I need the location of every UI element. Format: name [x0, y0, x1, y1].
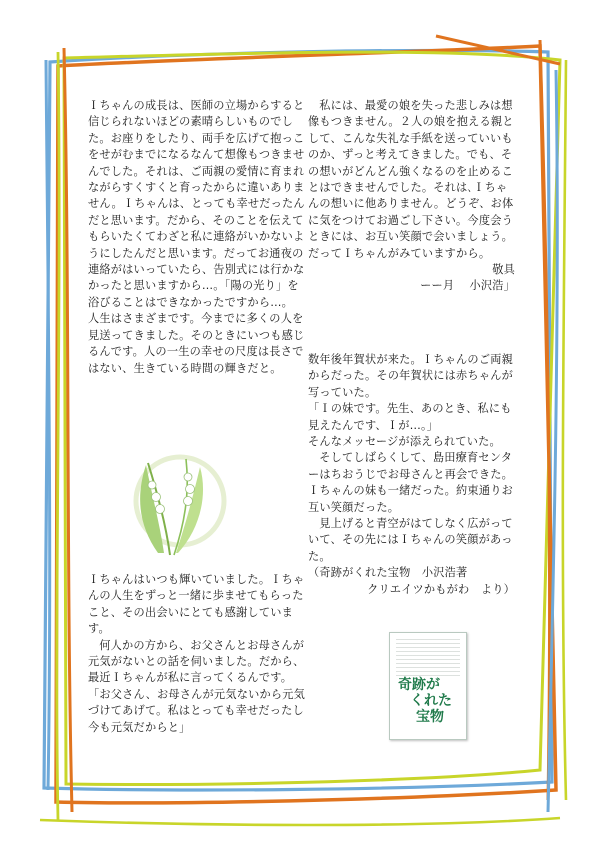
- quote: 「Ｉの妹です。先生、あのとき、私にも見えたんです、Ｉが…。」: [308, 402, 512, 432]
- quote: 「お父さん、お母さんが元気ないから元気づけてあげて。私はとっても幸せだったし今も元気だからと」: [88, 687, 306, 734]
- paragraph: 数年後年賀状が来た。Ｉちゃんのご両親からだった。その年賀状には赤ちゃんが写っていた。: [308, 353, 513, 399]
- right-column-bottom: [308, 352, 515, 598]
- lily-of-the-valley-illustration: [118, 445, 228, 557]
- book-cover-image: [389, 632, 467, 740]
- right-column-top: [308, 98, 515, 295]
- book-cover-text-block: [396, 639, 460, 677]
- paragraph: 何人かの方から、お父さんとお母さんが元気がないとの話を伺いました。だから、最近Ｉちゃんが私に言ってくるんです。: [88, 638, 305, 685]
- book-title: 奇跡が くれた 宝物: [398, 677, 452, 725]
- source-citation: クリエイツかもがわ より）: [367, 582, 515, 596]
- left-column-bottom: [88, 572, 306, 736]
- closing: 敬具: [492, 263, 515, 277]
- paragraph: 見上げると青空がはてしなく広がっていて、その先にはＩちゃんの笑顔があった。: [308, 517, 513, 563]
- signature: ーー月 小沢浩」: [420, 279, 515, 293]
- paragraph: そんなメッセージが添えられていた。: [308, 435, 501, 449]
- paragraph: Ｉちゃんの成長は、医師の立場からすると信じられないほどの素晴らしいものでした。お座りをしたり、両手を広げて抱っこをせがむまでになるなんて想像もつきませんでした。それは、ご両親の愛情に育まれながらすくすくと育ったからに違いありません。Ｉちゃんは、とっても幸せだったんだと思います。だから、そのことを伝えてもらいたくてわざと私に連絡がいかないようにしたんだと思います。だってお通夜の連絡がはいっていたら、告別式には行かなかったと思いますから…。「陽の光り」を浴びることはできなかったですから…。: [88, 99, 305, 309]
- source-citation: （奇跡がくれた宝物 小沢浩著: [308, 566, 468, 580]
- left-column-top: [88, 98, 306, 377]
- paragraph: Ｉちゃんはいつも輝いていました。Ｉちゃんの人生をずっと一緒に歩ませてもらったこと、その出会いにとても感謝しています。: [88, 573, 305, 636]
- paragraph: 人生はさまざまです。今までに多くの人を見送ってきました。そのときにいつも感じるんです。人の一生の幸せの尺度は長さではない、生きている時間の輝きだと。: [88, 312, 305, 375]
- paragraph: そしてしばらくして、島田療育センターはちおうじでお母さんと再会できた。Ｉちゃんの妹も一緒だった。約束通りお互い笑顔だった。: [308, 451, 513, 514]
- paragraph: 私には、最愛の娘を失った悲しみは想像もつきません。２人の娘を抱える親として、こんな失礼な手紙を送っていいものか、ずっと考えてきました。でも、その想いがどんどん強くなるのを止めることはできませんでした。それは､Ｉちゃんの想いに他ありません。どうぞ、お体に気をつけてお過ごし下さい。今度会うときには、お互い笑顔で会いましょう。だってＩちゃんがみていますから。: [308, 99, 514, 260]
